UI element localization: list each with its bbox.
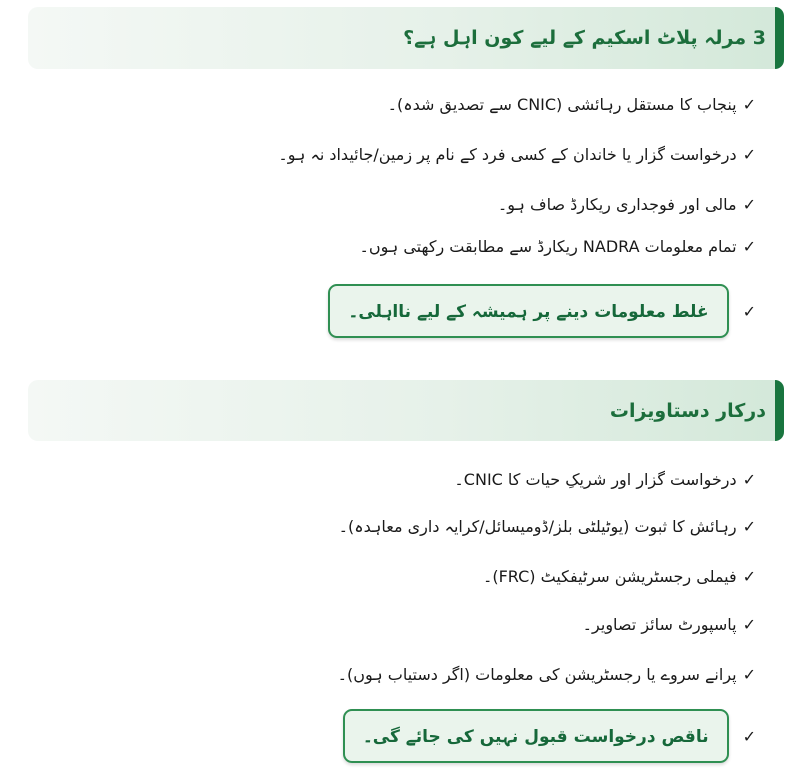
section-title: 3 مرلہ پلاٹ اسکیم کے لیے کون اہل ہے؟ bbox=[403, 27, 766, 49]
list-item bbox=[583, 609, 756, 639]
check-icon: ✓ bbox=[742, 94, 756, 114]
check-icon: ✓ bbox=[742, 664, 756, 684]
check-icon: ✓ bbox=[742, 726, 756, 746]
list-item-text: رہائش کا ثبوت (یوٹیلٹی بلز/ڈومیسائل/کرایہ داری معاہدہ)۔ bbox=[338, 516, 737, 536]
list-item-text: تمام معلومات NADRA ریکارڈ سے مطابقت رکھتی ہوں۔ bbox=[359, 236, 737, 256]
warning-box: غلط معلومات دینے پر ہمیشہ کے لیے نااہلی۔ bbox=[328, 284, 728, 338]
check-icon: ✓ bbox=[742, 566, 756, 586]
check-icon: ✓ bbox=[742, 469, 756, 489]
check-icon: ✓ bbox=[742, 194, 756, 214]
list-item bbox=[339, 511, 756, 541]
list-item bbox=[388, 89, 756, 119]
list-item-text: درخواست گزار اور شریکِ حیات کا CNIC۔ bbox=[454, 469, 737, 489]
list-item bbox=[483, 561, 756, 591]
section-header-documents bbox=[28, 380, 784, 441]
list-item-text: پنجاب کا مستقل رہائشی (CNIC سے تصدیق شدہ)۔ bbox=[387, 94, 737, 114]
list-item bbox=[278, 139, 756, 169]
list-item bbox=[498, 189, 756, 219]
list-item-text: پاسپورٹ سائز تصاویر۔ bbox=[582, 614, 737, 634]
check-icon: ✓ bbox=[742, 614, 756, 634]
list-item-text: درخواست گزار یا خاندان کے کسی فرد کے نام پر زمین/جائیداد نہ ہو۔ bbox=[278, 144, 737, 164]
check-icon: ✓ bbox=[742, 516, 756, 536]
list-item bbox=[338, 659, 756, 689]
highlight-item bbox=[343, 708, 756, 764]
list-item bbox=[359, 231, 756, 261]
list-item-text: مالی اور فوجداری ریکارڈ صاف ہو۔ bbox=[497, 194, 737, 214]
header-accent-bar bbox=[775, 7, 784, 69]
check-icon: ✓ bbox=[742, 301, 756, 321]
list-item-text: پرانے سروے یا رجسٹریشن کی معلومات (اگر دستیاب ہوں)۔ bbox=[337, 664, 737, 684]
warning-box: ناقص درخواست قبول نہیں کی جائے گی۔ bbox=[343, 709, 729, 763]
check-icon: ✓ bbox=[742, 144, 756, 164]
section-title: درکار دستاویزات bbox=[609, 399, 766, 422]
section-header-eligibility bbox=[28, 7, 784, 69]
list-item-text: فیملی رجسٹریشن سرٹیفکیٹ (FRC)۔ bbox=[482, 566, 737, 586]
list-item bbox=[454, 464, 756, 494]
header-accent-bar bbox=[775, 380, 784, 441]
highlight-item bbox=[328, 283, 756, 339]
check-icon: ✓ bbox=[742, 236, 756, 256]
